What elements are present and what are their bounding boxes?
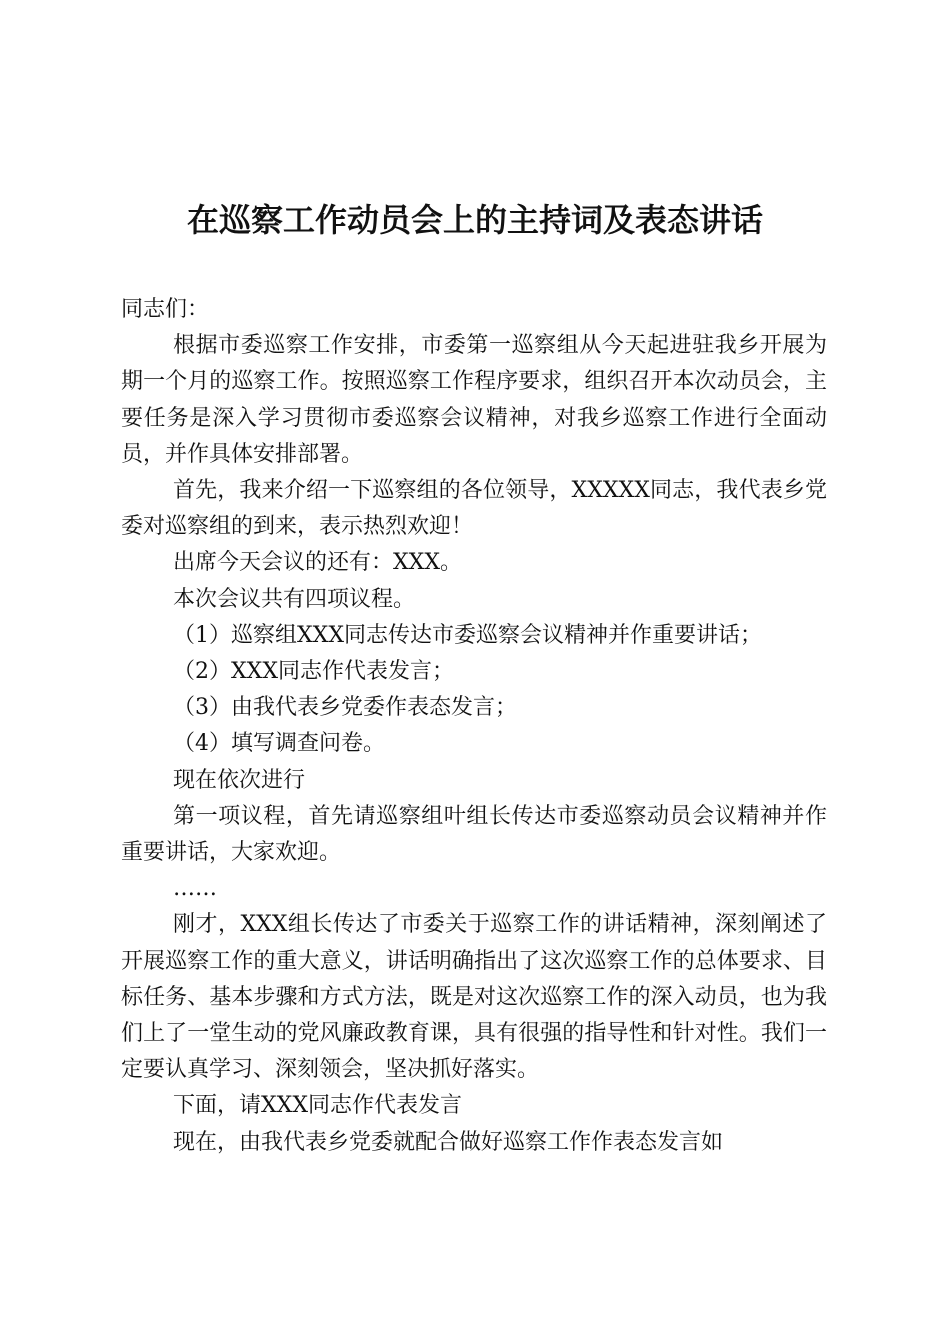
paragraph: 现在依次进行 bbox=[173, 767, 306, 793]
paragraph: 现在，由我代表乡党委就配合做好巡察工作作表态发言如 bbox=[173, 1129, 724, 1155]
paragraph: 刚才，XXX组长传达了市委关于巡察工作的讲话精神，深刻阐述了开展巡察工作的重大意义，讲话明确指出了这次巡察工作的总体要求、目标任务、基本步骤和方式方法，既是对这次巡察工作的深入动员，也为我们上了一堂生动的党风廉政教育课，具有很强的指导性和针对性。我们一定要认真学习、深刻领会，坚决抓好落实。 bbox=[121, 912, 827, 1083]
paragraph: 首先，我来介绍一下巡察组的各位领导，XXXXX同志，我代表乡党委对巡察组的到来，表示热烈欢迎！ bbox=[121, 478, 827, 540]
agenda-item: （1）巡察组XXX同志传达市委巡察会议精神并作重要讲话； bbox=[173, 622, 762, 648]
paragraph: 下面，请XXX同志作代表发言 bbox=[173, 1093, 462, 1119]
agenda-item: （4）填写调查问卷。 bbox=[173, 731, 385, 757]
paragraph: 根据市委巡察工作安排，市委第一巡察组从今天起进驻我乡开展为期一个月的巡察工作。按照巡察工作程序要求，组织召开本次动员会，主要任务是深入学习贯彻市委巡察会议精神，对我乡巡察工作进行全面动员，并作具体安排部署。 bbox=[121, 333, 827, 467]
ellipsis: …… bbox=[173, 876, 217, 902]
agenda-item: （2）XXX同志作代表发言； bbox=[173, 659, 454, 685]
document-title: 在巡察工作动员会上的主持词及表态讲话 bbox=[186, 201, 763, 239]
paragraph: 本次会议共有四项议程。 bbox=[173, 586, 416, 612]
agenda-item: （3）由我代表乡党委作表态发言； bbox=[173, 695, 517, 721]
document-body bbox=[121, 292, 827, 1161]
paragraph: 出席今天会议的还有：XXX。 bbox=[173, 550, 462, 576]
salutation: 同志们： bbox=[121, 297, 210, 322]
paragraph: 第一项议程，首先请巡察组叶组长传达市委巡察动员会议精神并作重要讲话，大家欢迎。 bbox=[121, 803, 827, 866]
